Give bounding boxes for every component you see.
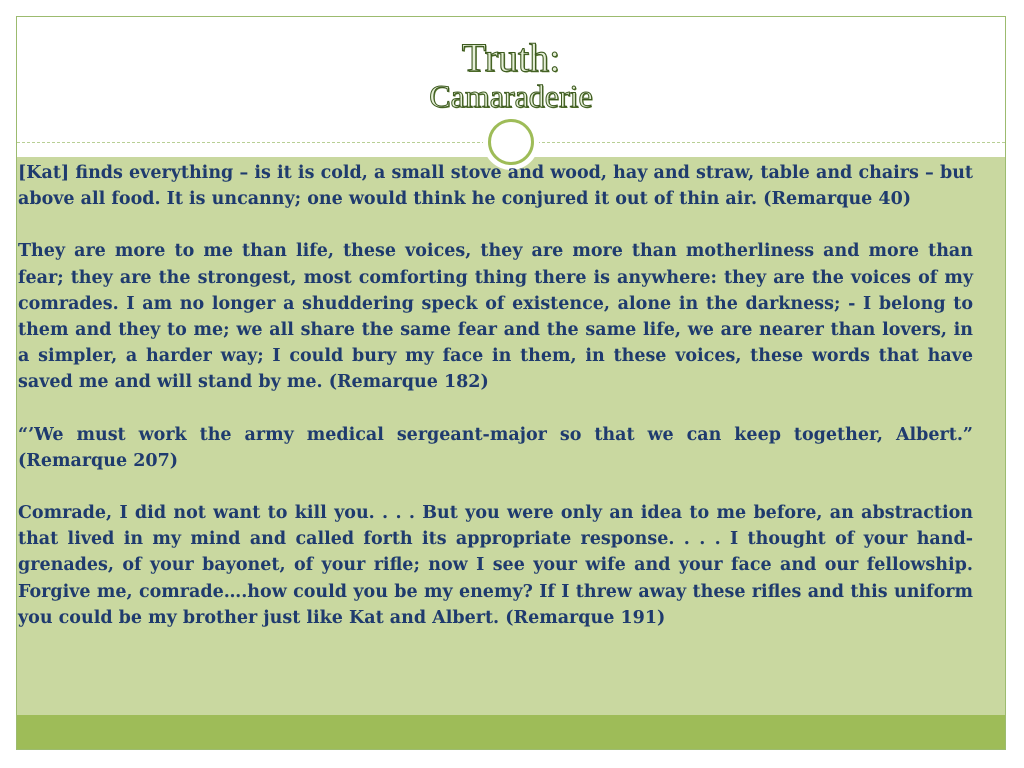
quote-paragraph: Comrade, I did not want to kill you. . . . But you were only an idea to me before, an abstraction that lived in my mind and called forth its appropriate response. . . . I thought of your hand-grenades, of your bayonet, of your rifle; now I see your wife and your face and our fellowship. Forgive me, comrade….how could you be my enemy? If I threw away these rifles and this uniform you could be my brother just like Kat and Albert. (Remarque 191): [18, 503, 973, 628]
slide-title: Truth:: [461, 35, 561, 80]
slide-subtitle: Camaraderie: [429, 78, 593, 114]
footer-bar: [17, 715, 1005, 749]
quote-list: [18, 160, 973, 657]
quote-paragraph: [Kat] finds everything – is it is cold, a small stove and wood, hay and straw, table and chairs – but above all food. It is uncanny; one would think he conjured it out of thin air. (Remarque 40): [18, 163, 973, 210]
ring-icon: [488, 119, 534, 165]
quote-paragraph: They are more to me than life, these voices, they are more than motherliness and more than fear; they are the strongest, most comforting thing there is anywhere: they are the voices of my comrades. I am no longer a shuddering speck of existence, alone in the darkness; - I belong to them and they to me; we all share the same fear and the same life, we are nearer than lovers, in a simpler, a harder way; I could bury my face in them, in these voices, these words that have saved me and will stand by me. (Remarque 182): [18, 241, 973, 393]
quote-paragraph: “’We must work the army medical sergeant-major so that we can keep together, Albert.” (Remarque 207): [18, 424, 973, 471]
